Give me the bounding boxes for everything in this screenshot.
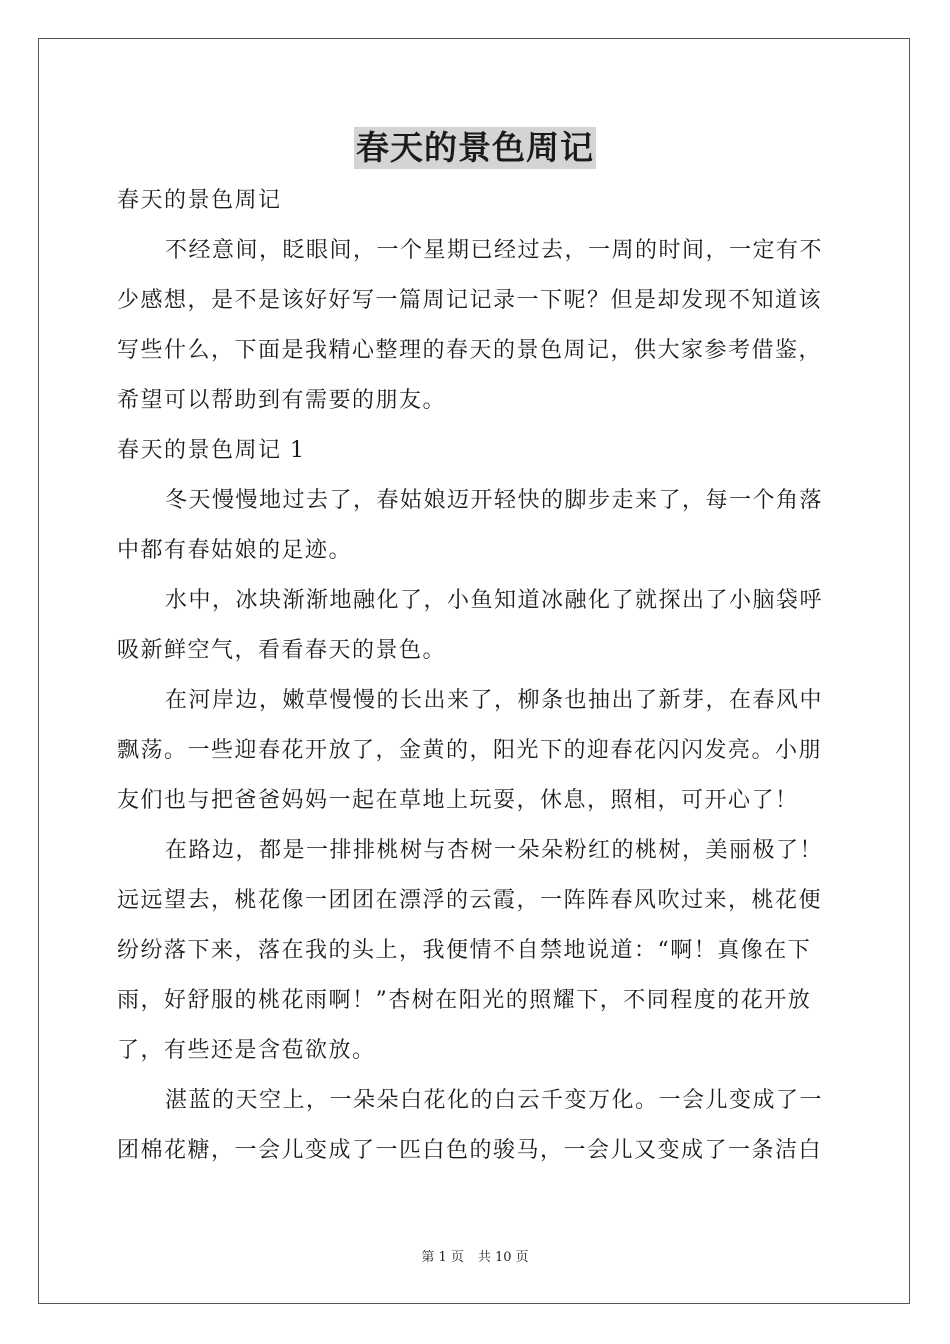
section-heading: 春天的景色周记 1 xyxy=(117,438,306,463)
paragraph: 在河岸边，嫩草慢慢的长出来了，柳条也抽出了新芽，在春风中飘荡。一些迎春花开放了，金黄的，阳光下的迎春花闪闪发亮。小朋友们也与把爸爸妈妈一起在草地上玩耍，休息，照相，可开心了！ xyxy=(117,688,824,813)
paragraph: 冬天慢慢地过去了，春姑娘迈开轻快的脚步走来了，每一个角落中都有春姑娘的足迹。 xyxy=(117,488,824,563)
paragraph: 在路边，都是一排排桃树与杏树一朵朵粉红的桃树，美丽极了！远远望去，桃花像一团团在漂浮的云霞，一阵阵春风吹过来，桃花便纷纷落下来，落在我的头上，我便情不自禁地说道：“啊！真像在下雨，好舒服的桃花雨啊！”杏树在阳光的照耀下，不同程度的花开放了，有些还是含苞欲放。 xyxy=(117,838,824,1063)
page-total: 共 10 页 xyxy=(477,1250,529,1265)
paragraph: 水中，冰块渐渐地融化了，小鱼知道冰融化了就探出了小脑袋呼吸新鲜空气，看看春天的景色。 xyxy=(117,588,824,663)
paragraph: 不经意间，眨眼间，一个星期已经过去，一周的时间，一定有不少感想，是不是该好好写一篇周记记录一下呢？但是却发现不知道该写些什么，下面是我精心整理的春天的景色周记，供大家参考借鉴，希望可以帮助到有需要的朋友。 xyxy=(117,238,824,413)
page-footer xyxy=(0,1246,950,1265)
document-body xyxy=(117,176,835,1176)
paragraph: 湛蓝的天空上，一朵朵白花化的白云千变万化。一会儿变成了一团棉花糖，一会儿变成了一匹白色的骏马，一会儿又变成了一条洁白 xyxy=(117,1088,824,1163)
document-title: 春天的景色周记 xyxy=(356,128,594,167)
page-number: 第 1 页 xyxy=(421,1250,464,1265)
title-area xyxy=(0,127,950,169)
section-heading: 春天的景色周记 xyxy=(117,188,282,213)
